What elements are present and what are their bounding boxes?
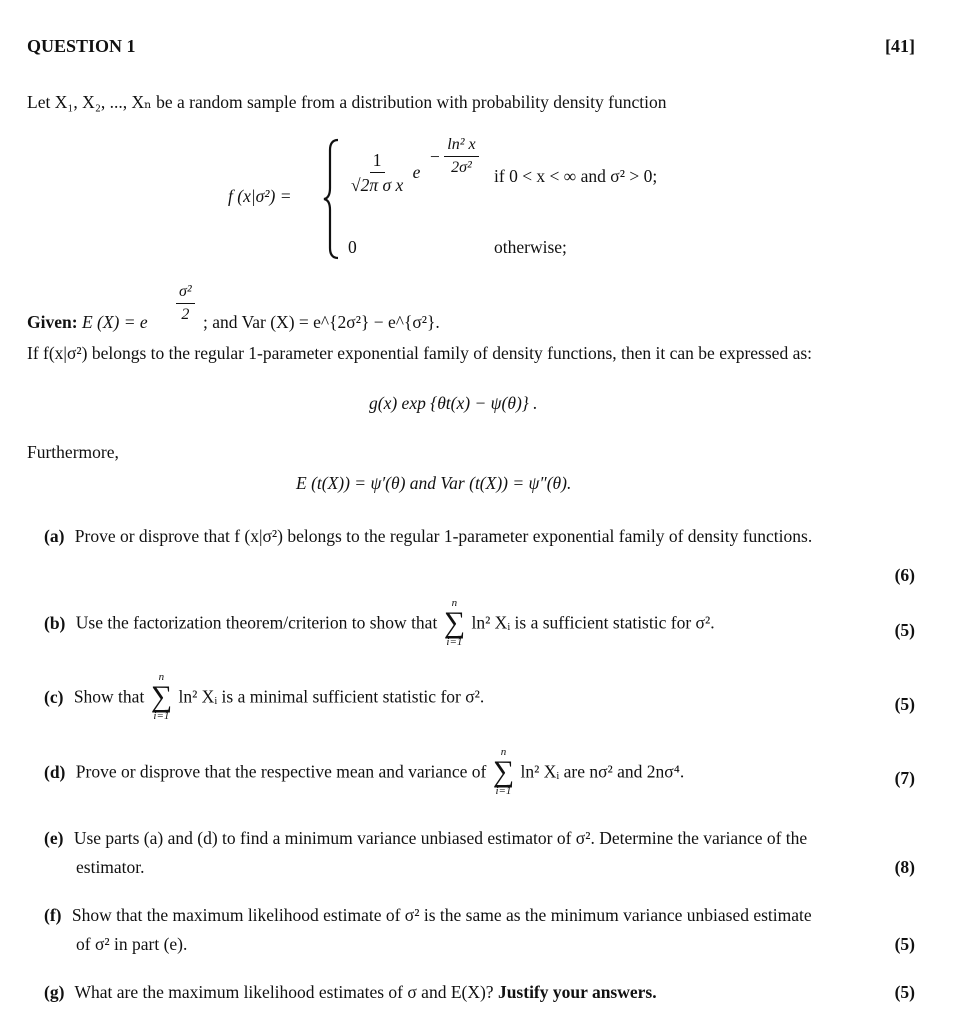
pdf-case1-denominator: √2π σ x: [351, 175, 404, 196]
part-e-line2: estimator.: [76, 857, 145, 877]
pdf-exponent-fraction: [444, 136, 478, 178]
part-g-label: (g): [44, 982, 65, 1002]
pdf-exp-base: e: [412, 162, 421, 183]
part-b-post: ln² Xᵢ is a sufficient statistic for σ².: [471, 612, 715, 633]
part-f-label: (f): [44, 905, 62, 925]
sum-lower-d: i=1: [495, 785, 512, 797]
pdf-case1-expr: [348, 150, 420, 195]
part-d-marks: (7): [894, 768, 915, 788]
part-f-line2: of σ² in part (e).: [76, 934, 188, 954]
part-e-line1: Use parts (a) and (d) to find a minimum variance unbiased estimator of σ². Determine the variance of the: [73, 828, 808, 848]
question-title: QUESTION 1: [27, 36, 136, 56]
part-d-pre: Prove or disprove that the respective mean and variance of: [75, 761, 487, 782]
sigma-icon: ∑: [492, 755, 515, 788]
pdf-lhs: f (x|σ²) =: [228, 186, 292, 206]
given-ex-exponent: [176, 283, 195, 325]
part-g-bold: Justify your answers.: [497, 982, 657, 1002]
part-b-marks: (5): [894, 620, 915, 640]
pdf-case1-numerator: 1: [370, 150, 385, 173]
family-text: If f(x|σ²) belongs to the regular 1-parameter exponential family of density functions, then it can be expressed as:: [27, 343, 813, 363]
pdf-exponent-numerator: ln² x: [444, 136, 478, 157]
sum-upper-c: n: [158, 671, 165, 683]
part-c-pre: Show that: [73, 686, 145, 707]
sigma-icon: ∑: [443, 606, 466, 639]
given-ex-lhs: E (X) = e: [81, 312, 148, 332]
family-formula: g(x) exp {θt(x) − ψ(θ)} .: [369, 393, 538, 413]
part-e-marks: (8): [894, 857, 915, 877]
part-b-label: (b): [44, 612, 66, 633]
sum-lower-c: i=1: [153, 710, 170, 722]
given-label: Given:: [27, 312, 78, 332]
part-a-label: (a): [44, 526, 65, 546]
given-var-text: ; and Var (X) = e^{2σ²} − e^{σ²}.: [203, 312, 440, 332]
part-a-marks: (6): [894, 565, 915, 585]
pdf-case1-condition: if 0 < x < ∞ and σ² > 0;: [494, 166, 658, 186]
part-e-label: (e): [44, 828, 64, 848]
part-f-marks: (5): [894, 934, 915, 954]
sum-symbol-d: [493, 747, 514, 797]
sigma-icon: ∑: [150, 680, 173, 713]
pdf-case2-value: 0: [348, 237, 357, 257]
sum-lower-b: i=1: [446, 636, 463, 648]
furthermore-label: Furthermore,: [27, 442, 119, 462]
pdf-exponent-denominator: 2σ²: [451, 159, 472, 177]
part-c-label: (c): [44, 686, 64, 707]
given-ex-exponent-fraction: [176, 283, 195, 325]
part-g-marks: (5): [894, 982, 915, 1002]
sum-upper-d: n: [500, 746, 507, 758]
furthermore-formula: E (t(X)) = ψ′(θ) and Var (t(X)) = ψ″(θ).: [296, 473, 572, 493]
part-c-marks: (5): [894, 694, 915, 714]
sum-symbol-c: [151, 672, 172, 722]
intro-text: Let X₁, X₂, ..., Xₙ be a random sample from a distribution with probability density function: [27, 92, 667, 112]
part-a: [44, 526, 812, 547]
pdf-case1-fraction: [348, 150, 406, 195]
part-c-post: ln² Xᵢ is a minimal sufficient statistic for σ².: [178, 686, 485, 707]
given-line: [27, 312, 148, 333]
part-b: [44, 598, 715, 648]
left-brace-icon: [322, 138, 340, 260]
given-ex-exponent-denominator: 2: [181, 306, 190, 324]
part-e: [44, 828, 807, 849]
sum-upper-b: n: [451, 597, 458, 609]
part-g: [44, 982, 657, 1003]
part-d-label: (d): [44, 761, 66, 782]
part-f-line1: Show that the maximum likelihood estimate of σ² is the same as the minimum variance unbiased estimate: [71, 905, 812, 925]
part-d: [44, 747, 684, 797]
part-c: [44, 672, 484, 722]
part-b-pre: Use the factorization theorem/criterion to show that: [75, 612, 438, 633]
pdf-exponent: − $\frac{\text{ln² x}}{\text{2σ²}}$: [430, 136, 479, 178]
pdf-case2-condition: otherwise;: [494, 237, 567, 257]
part-f: [44, 905, 812, 926]
part-a-text: Prove or disprove that f (x|σ²) belongs to the regular 1-parameter exponential family of density functions.: [74, 526, 813, 546]
sum-symbol-b: [444, 598, 465, 648]
given-ex-exponent-numerator: σ²: [176, 283, 195, 304]
part-g-text: What are the maximum likelihood estimates of σ and E(X)?: [74, 982, 494, 1002]
total-marks: [41]: [885, 36, 915, 56]
part-d-post: ln² Xᵢ are nσ² and 2nσ⁴.: [520, 761, 685, 782]
